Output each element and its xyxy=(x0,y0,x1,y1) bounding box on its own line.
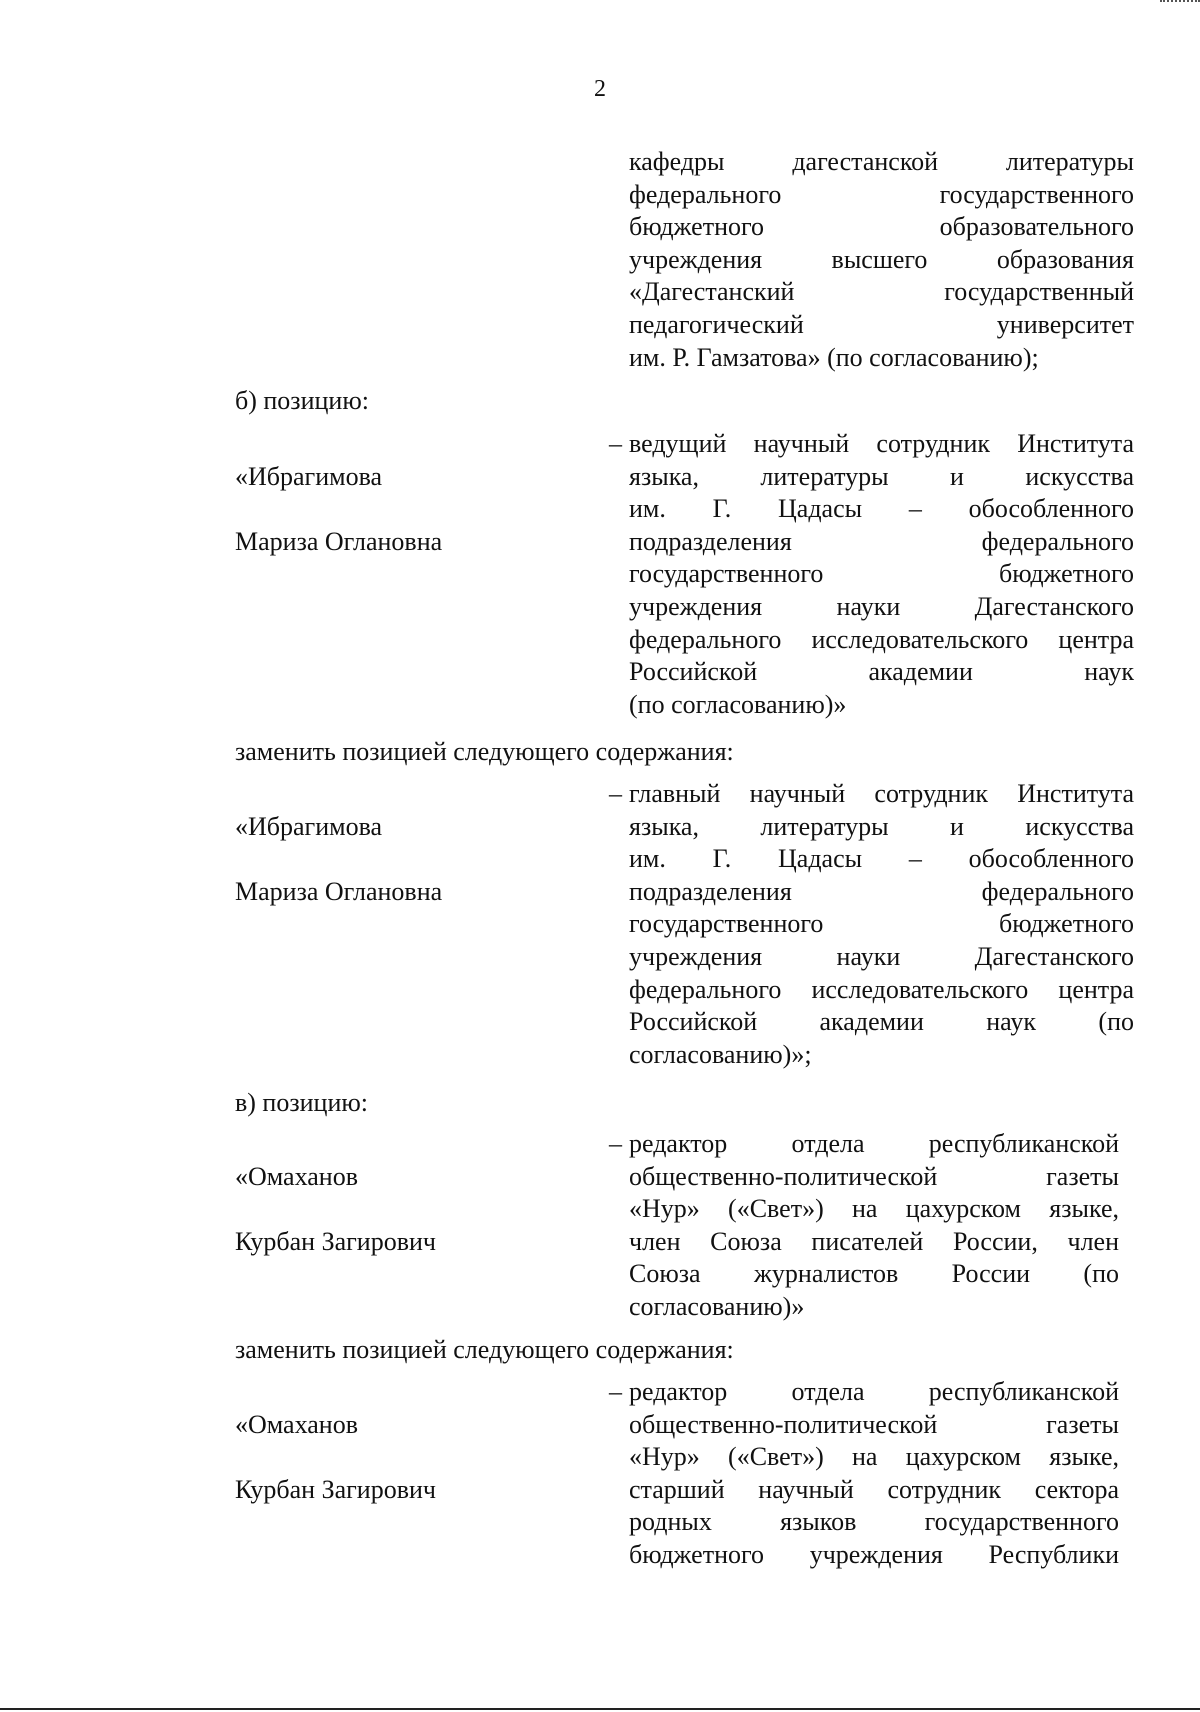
text-line: главный научный сотрудник Института xyxy=(629,779,1134,808)
dash: – xyxy=(609,779,622,808)
text-line: редактор отдела республиканской xyxy=(629,1377,1119,1406)
text-line: бюджетного образовательного xyxy=(629,212,1134,242)
dash: – xyxy=(609,1377,622,1406)
continuation-text xyxy=(629,146,1134,374)
text-line: согласованию)» xyxy=(629,1291,805,1321)
person-name xyxy=(235,1128,565,1291)
text-line: Российской академии наук (по xyxy=(629,1007,1134,1037)
position-description xyxy=(629,778,1134,1071)
position-description xyxy=(629,1128,1119,1324)
page-number: 2 xyxy=(594,76,606,102)
person-name xyxy=(235,428,565,591)
page-bottom-edge xyxy=(0,1708,1200,1710)
text-line: член Союза писателей России, член xyxy=(629,1226,1119,1256)
text-line: старший научный сотрудник сектора xyxy=(629,1474,1119,1504)
name-line: «Ибрагимова xyxy=(235,811,383,841)
text-line: родных языков государственного xyxy=(629,1507,1119,1537)
text-line: ведущий научный сотрудник Института xyxy=(629,429,1134,458)
text-line: языка, литературы и искусства xyxy=(629,461,1134,491)
name-line: «Омаханов xyxy=(235,1161,358,1191)
text-line: «Нур» («Свет») на цахурском языке, xyxy=(629,1194,1119,1224)
text-line: Российской академии наук xyxy=(629,657,1134,687)
replace-sentence: заменить позицией следующего содержания: xyxy=(235,737,734,766)
text-line: (по согласованию)» xyxy=(629,689,847,719)
text-line: им. Г. Цадасы – обособленного xyxy=(629,494,1134,524)
text-line: Союза журналистов России (по xyxy=(629,1259,1119,1289)
text-line: учреждения науки Дагестанского xyxy=(629,591,1134,621)
person-name xyxy=(235,1376,565,1539)
text-line: бюджетного учреждения Республики xyxy=(629,1539,1119,1569)
name-line: «Ибрагимова xyxy=(235,461,383,491)
scan-edge-mark xyxy=(1160,0,1200,5)
heading-v: в) позицию: xyxy=(235,1088,369,1117)
text-line: им. Р. Гамзатова» (по согласованию); xyxy=(629,342,1039,372)
text-line: учреждения науки Дагестанского xyxy=(629,941,1134,971)
text-line: им. Г. Цадасы – обособленного xyxy=(629,844,1134,874)
text-line: федерального исследовательского центра xyxy=(629,624,1134,654)
text-line: согласованию)»; xyxy=(629,1039,812,1069)
replace-sentence: заменить позицией следующего содержания: xyxy=(235,1335,734,1364)
text-line: подразделения федерального xyxy=(629,876,1134,906)
text-line: учреждения высшего образования xyxy=(629,244,1134,274)
text-line: педагогический университет xyxy=(629,309,1134,339)
dash: – xyxy=(609,429,622,458)
text-line: федерального государственного xyxy=(629,179,1134,209)
name-line: Курбан Загирович xyxy=(235,1226,436,1256)
text-line: подразделения федерального xyxy=(629,526,1134,556)
text-line: кафедры дагестанской литературы xyxy=(629,147,1134,176)
text-line: общественно-политической газеты xyxy=(629,1161,1119,1191)
text-line: редактор отдела республиканской xyxy=(629,1129,1119,1158)
text-line: языка, литературы и искусства xyxy=(629,811,1134,841)
text-line: «Нур» («Свет») на цахурском языке, xyxy=(629,1442,1119,1472)
text-line: государственного бюджетного xyxy=(629,909,1134,939)
heading-b: б) позицию: xyxy=(235,386,369,415)
position-description xyxy=(629,428,1134,721)
name-line: Курбан Загирович xyxy=(235,1474,436,1504)
text-line: общественно-политической газеты xyxy=(629,1409,1119,1439)
dash: – xyxy=(609,1129,622,1158)
position-description xyxy=(629,1376,1119,1572)
text-line: федерального исследовательского центра xyxy=(629,974,1134,1004)
text-line: государственного бюджетного xyxy=(629,559,1134,589)
name-line: Мариза Оглановна xyxy=(235,526,443,556)
text-line: «Дагестанский государственный xyxy=(629,277,1134,307)
name-line: Мариза Оглановна xyxy=(235,876,443,906)
person-name xyxy=(235,778,565,941)
name-line: «Омаханов xyxy=(235,1409,358,1439)
